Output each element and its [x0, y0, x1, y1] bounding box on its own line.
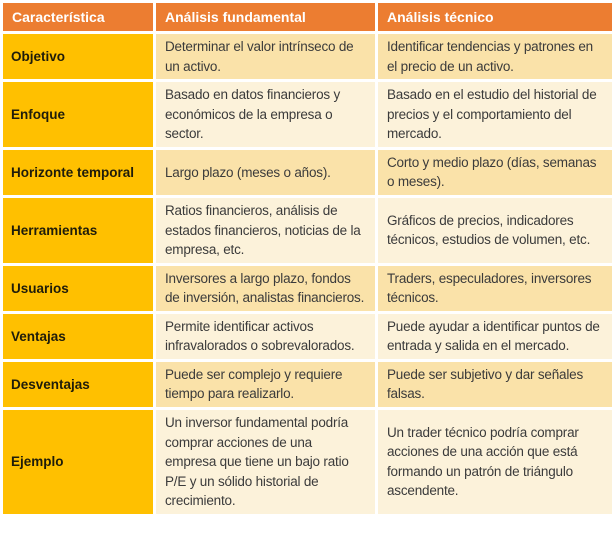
header-cell-caracteristica: Característica	[3, 3, 153, 31]
cell-desventajas-tecnico: Puede ser subjetivo y dar señales falsas.	[378, 362, 612, 407]
row-label-horizonte-temporal: Horizonte temporal	[3, 150, 153, 195]
row-label-usuarios: Usuarios	[3, 266, 153, 311]
row-label-ejemplo: Ejemplo	[3, 410, 153, 514]
cell-horizonte-fundamental: Largo plazo (meses o años).	[156, 150, 375, 195]
header-cell-analisis-fundamental: Análisis fundamental	[156, 3, 375, 31]
table-row-herramientas	[3, 198, 612, 263]
cell-horizonte-tecnico: Corto y medio plazo (días, semanas o meses).	[378, 150, 612, 195]
row-label-ventajas: Ventajas	[3, 314, 153, 359]
table-row-desventajas	[3, 362, 612, 407]
cell-ejemplo-tecnico: Un trader técnico podría comprar acciones de una acción que está formando un patrón de triángulo ascendente.	[378, 410, 612, 514]
cell-enfoque-fundamental: Basado en datos financieros y económicos de la empresa o sector.	[156, 82, 375, 147]
table-row-ejemplo	[3, 410, 612, 514]
table-row-enfoque	[3, 82, 612, 147]
table-row-ventajas	[3, 314, 612, 359]
cell-objetivo-fundamental: Determinar el valor intrínseco de un activo.	[156, 34, 375, 79]
cell-usuarios-fundamental: Inversores a largo plazo, fondos de inversión, analistas financieros.	[156, 266, 375, 311]
row-label-enfoque: Enfoque	[3, 82, 153, 147]
row-label-desventajas: Desventajas	[3, 362, 153, 407]
cell-objetivo-tecnico: Identificar tendencias y patrones en el precio de un activo.	[378, 34, 612, 79]
cell-usuarios-tecnico: Traders, especuladores, inversores técnicos.	[378, 266, 612, 311]
row-label-herramientas: Herramientas	[3, 198, 153, 263]
cell-desventajas-fundamental: Puede ser complejo y requiere tiempo para realizarlo.	[156, 362, 375, 407]
table-row-horizonte-temporal	[3, 150, 612, 195]
cell-ventajas-tecnico: Puede ayudar a identificar puntos de entrada y salida en el mercado.	[378, 314, 612, 359]
header-cell-analisis-tecnico: Análisis técnico	[378, 3, 612, 31]
table-row-usuarios	[3, 266, 612, 311]
table-header-row	[3, 3, 612, 31]
cell-ventajas-fundamental: Permite identificar activos infravalorados o sobrevalorados.	[156, 314, 375, 359]
row-label-objetivo: Objetivo	[3, 34, 153, 79]
table-row-objetivo	[3, 34, 612, 79]
cell-herramientas-tecnico: Gráficos de precios, indicadores técnicos, estudios de volumen, etc.	[378, 198, 612, 263]
cell-enfoque-tecnico: Basado en el estudio del historial de precios y el comportamiento del mercado.	[378, 82, 612, 147]
cell-ejemplo-fundamental: Un inversor fundamental podría comprar acciones de una empresa que tiene un bajo ratio P/E y un sólido historial de crecimiento.	[156, 410, 375, 514]
cell-herramientas-fundamental: Ratios financieros, análisis de estados financieros, noticias de la empresa, etc.	[156, 198, 375, 263]
